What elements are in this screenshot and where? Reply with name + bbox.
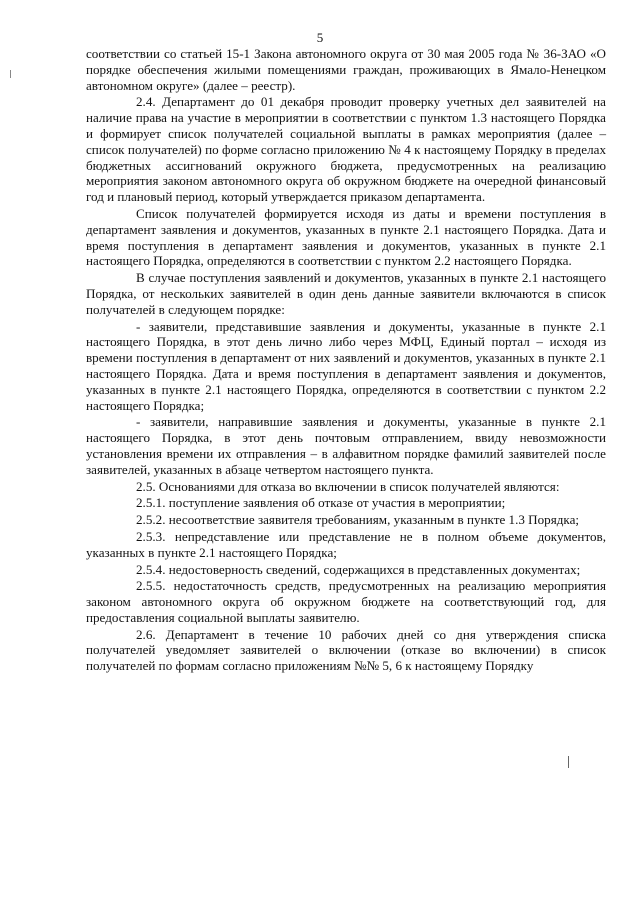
paragraph: 2.5.3. непредставление или представление не в полном объеме документов, указанных в пункте 2.1 настоящего Порядка;: [86, 528, 606, 560]
paragraph: 2.5.4. недостоверность сведений, содержащихся в представленных документах;: [136, 561, 581, 577]
paragraph: - заявители, направившие заявления и документы, указанные в пункте 2.1 настоящего Порядка, в этот день почтовым отправлением, ввиду невозможности установления времени их отправления – в алфавитном порядке фамилий заявителей после заявителей, указанных в абзаце четвертом настоящего пункта.: [86, 414, 606, 477]
paragraph: 2.4. Департамент до 01 декабря проводит проверку учетных дел заявителей на наличие права на участие в мероприятии в соответствии с пунктом 1.3 настоящего Порядка и формирует список получателей социальной выплаты в рамках мероприятия (далее – список получателей) по форме согласно приложению № 4 к настоящему Порядку в пределах бюджетных ассигнований окружного бюджета, предусмотренных на реализацию мероприятия законом автономного округа об окружном бюджете на очередной финансовый год и плановый период, который утверждается приказом департамента.: [86, 94, 606, 205]
paragraph: соответствии со статьей 15-1 Закона автономного округа от 30 мая 2005 года № 36-ЗАО «О порядке обеспечения жилыми помещениями граждан, проживающих в Ямало-Ненецком автономном округе» (далее – реестр).: [86, 46, 606, 93]
scan-margin-mark: [10, 70, 11, 78]
paragraph: 2.5.2. несоответствие заявителя требованиям, указанным в пункте 1.3 Порядка;: [136, 512, 580, 528]
page-number: 5: [316, 30, 324, 45]
paragraph: Список получателей формируется исходя из даты и времени поступления в департамент заявления и документов, указанных в пункте 2.1 настоящего Порядка. Дата и время поступления в департамент заявления и документов, указанных в пункте 2.1 настоящего Порядка, определяются в соответствии с пунктом 2.2 настоящего Порядка.: [86, 205, 606, 269]
paragraph: 2.6. Департамент в течение 10 рабочих дней со дня утверждения списка получателей уведомляет заявителей о включении (отказе во включении) в список получателей по формам согласно приложениям №№ 5, 6 к настоящему Порядку: [86, 626, 606, 674]
document-body: [86, 46, 606, 675]
paragraph: В случае поступления заявлений и документов, указанных в пункте 2.1 настоящего Порядка, от нескольких заявителей в один день данные заявители включаются в список получателей в следующем порядке:: [86, 270, 606, 317]
paragraph: - заявители, представившие заявления и документы, указанные в пункте 2.1 настоящего Порядка, в этот день лично либо через МФЦ, Единый портал – исходя из времени поступления в департамент от них заявлений и документов, указанных в пункте 2.1 настоящего Порядка. Дата и время поступления в департамент заявления и документов, указанных в пункте 2.1 настоящего Порядка, определяются в соответствии с пунктом 2.2 настоящего Порядка;: [86, 318, 606, 413]
paragraph: 2.5. Основаниями для отказа во включении в список получателей являются:: [136, 478, 560, 494]
scan-margin-mark: [568, 756, 569, 768]
paragraph: 2.5.5. недостаточность средств, предусмотренных на реализацию мероприятия законом автономного округа об окружном бюджете на соответствующий год, для предоставления социальной выплаты заявителю.: [86, 578, 606, 625]
paragraph: 2.5.1. поступление заявления об отказе от участия в мероприятии;: [136, 495, 506, 511]
